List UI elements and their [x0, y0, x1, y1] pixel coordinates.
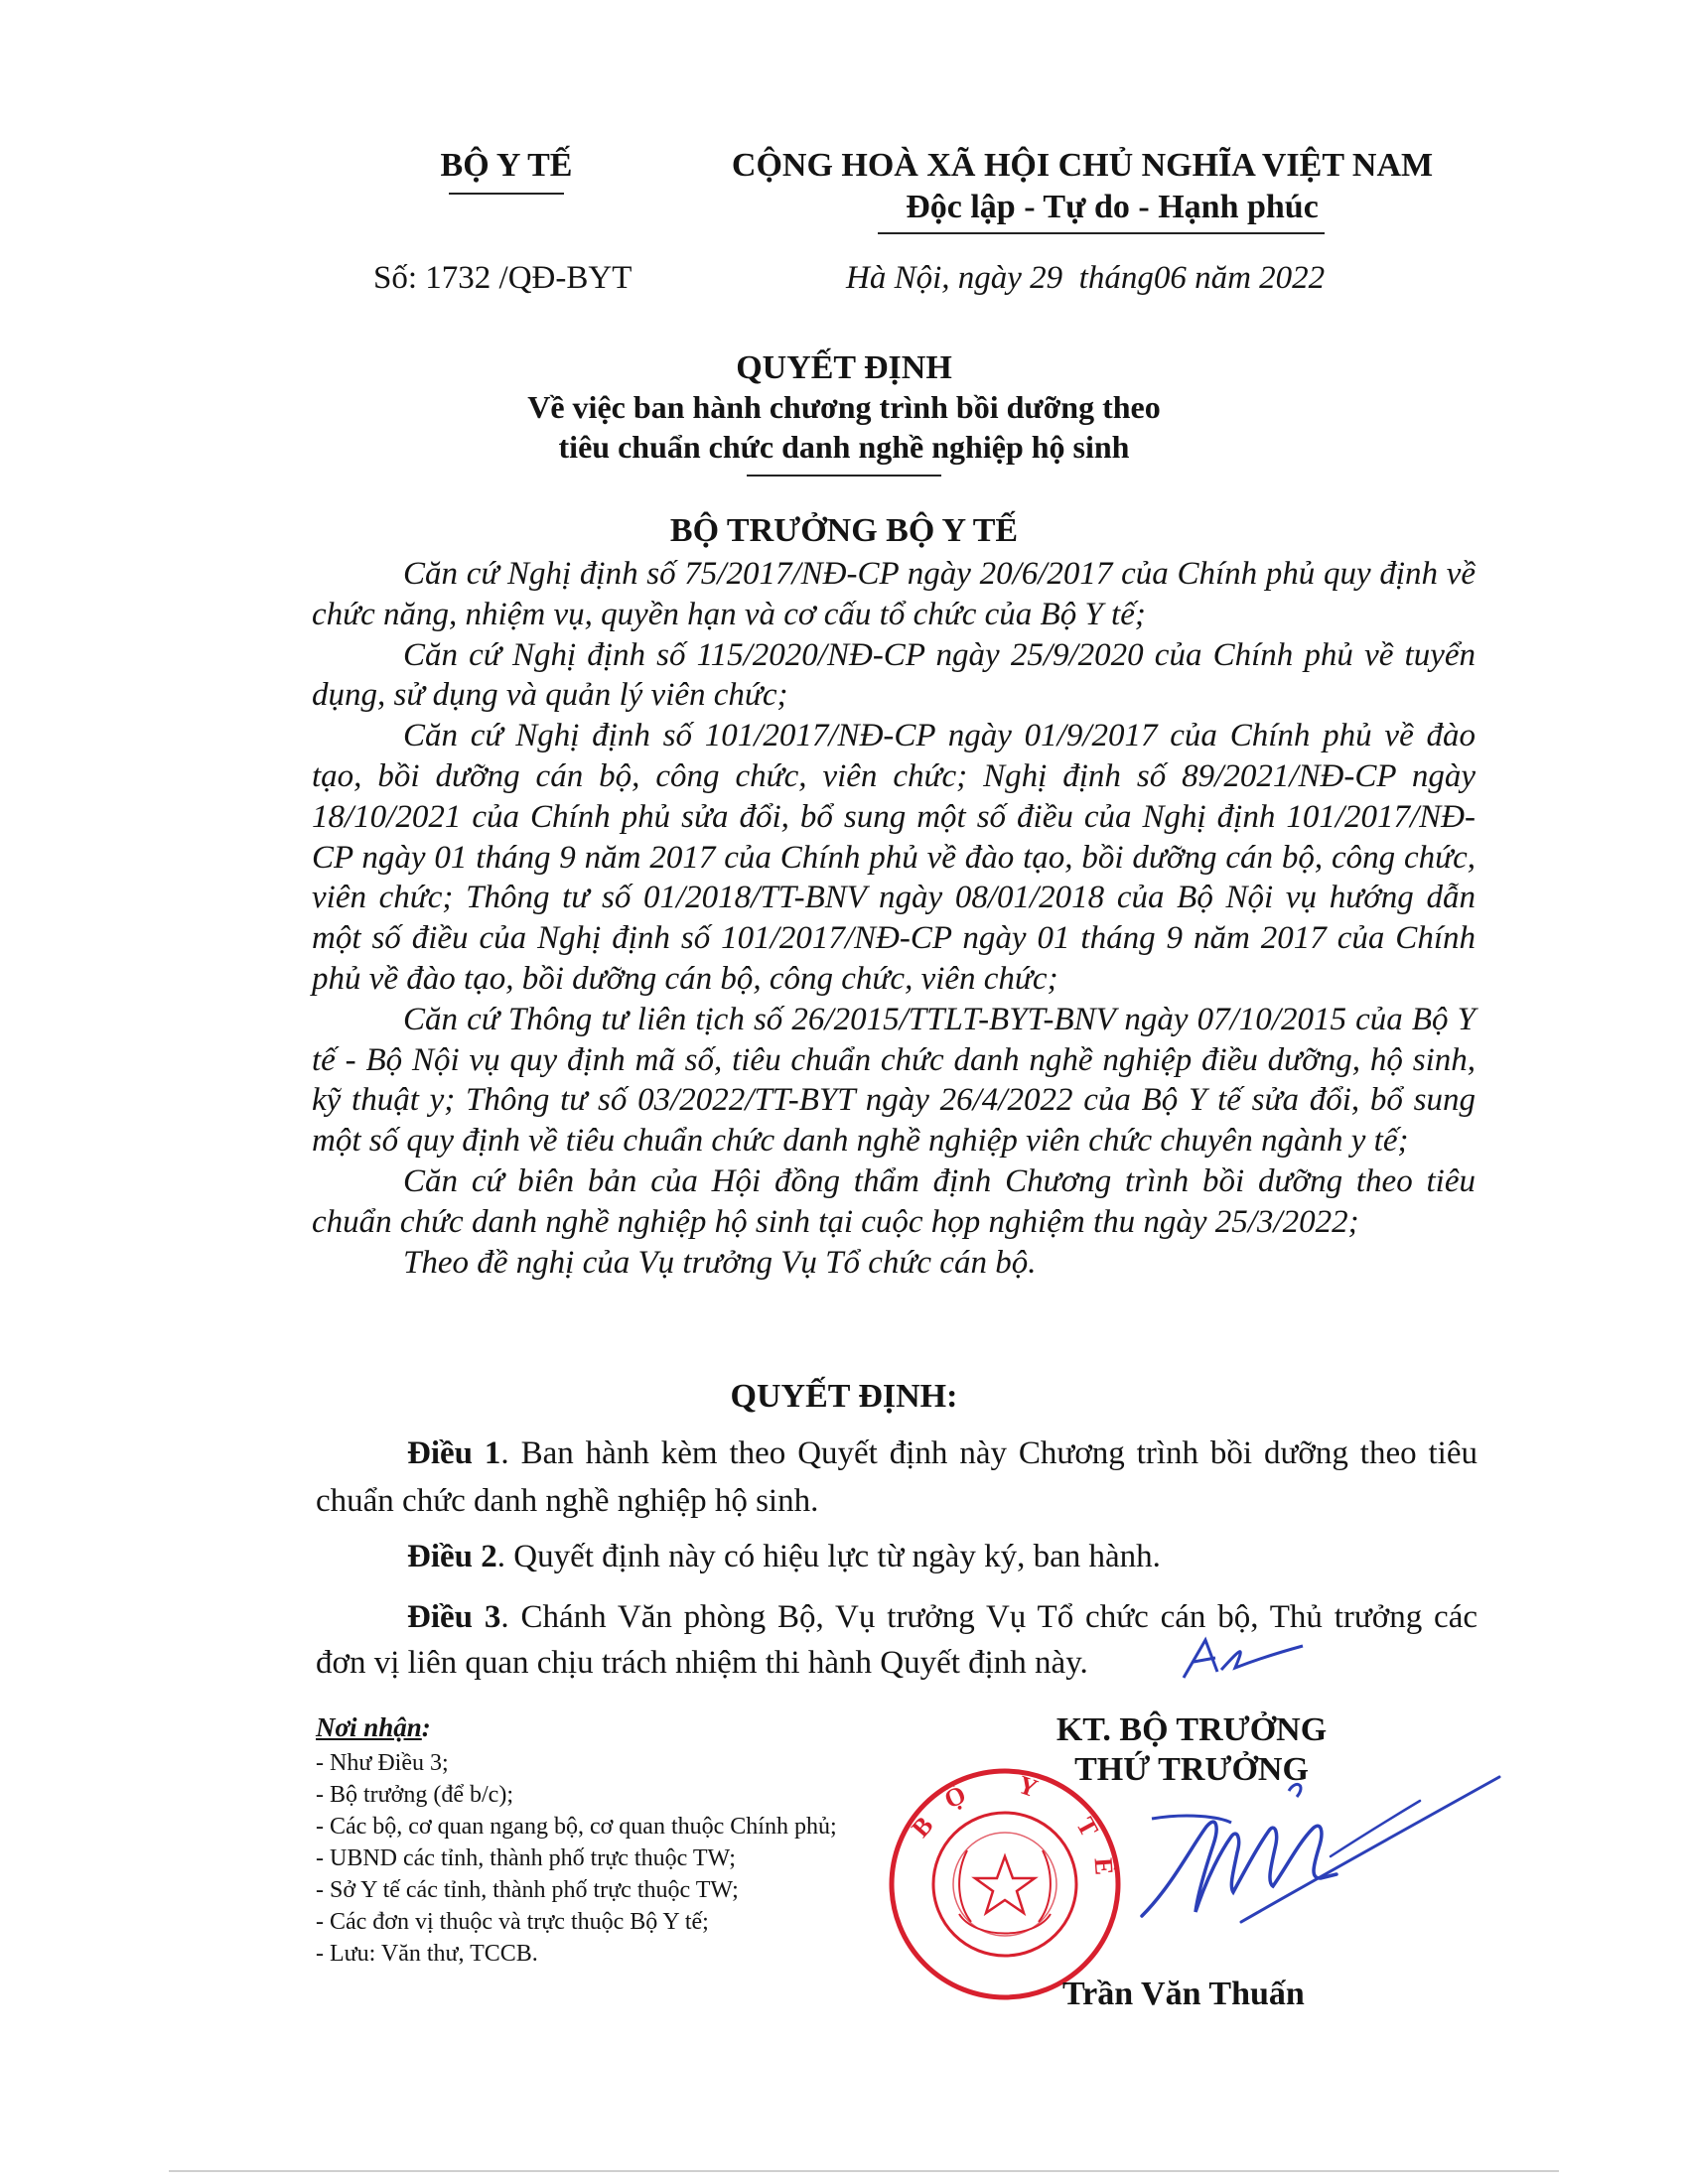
subject-line-2: tiêu chuẩn chức danh nghề nghiệp hộ sinh	[558, 429, 1130, 465]
recipients-heading-colon: :	[421, 1712, 431, 1742]
recipient-item: - Các đơn vị thuộc và trực thuộc Bộ Y tế;	[316, 1909, 709, 1935]
preamble-item: Theo đề nghị của Vụ trưởng Vụ Tổ chức cán bộ.	[403, 1244, 1037, 1281]
initials-mark	[1172, 1628, 1311, 1688]
signer-line-1: KT. BỘ TRƯỞNG	[1055, 1711, 1328, 1748]
preamble	[312, 554, 1476, 1283]
preamble-item: Căn cứ biên bản của Hội đồng thẩm định Chương trình bồi dưỡng theo tiêu chuẩn chức danh nghề nghiệp hộ sinh tại cuộc họp nghiệm thu ngày 25/3/2022;	[312, 1162, 1476, 1240]
preamble-item: Căn cứ Thông tư liên tịch số 26/2015/TTLT-BYT-BNV ngày 07/10/2015 của Bộ Y tế - Bộ Nội vụ quy định mã số, tiêu chuẩn chức danh nghề nghiệp điều dưỡng, hộ sinh, kỹ thuật y; Thông tư số 03/2022/TT-BYT ngày 26/4/2022 của Bộ Y tế sửa đổi, bổ sung một số quy định về tiêu chuẩn chức danh nghề nghiệp viên chức chuyên ngành y tế;	[312, 1001, 1476, 1160]
issuing-authority: BỘ TRƯỞNG BỘ Y TẾ	[669, 512, 1019, 549]
document-number	[373, 260, 632, 297]
number-suffix: /QĐ-BYT	[491, 260, 633, 296]
nation-name: CỘNG HOÀ XÃ HỘI CHỦ NGHĨA VIỆT NAM	[731, 147, 1434, 184]
recipients-heading-text: Nơi nhận	[316, 1712, 422, 1742]
issue-date	[846, 260, 1325, 297]
agency-underline	[449, 193, 564, 195]
title-underline	[747, 475, 941, 477]
recipient-item: - Sở Y tế các tỉnh, thành phố trực thuộc TW;	[316, 1877, 739, 1903]
signer-name: Trần Văn Thuấn	[1062, 1976, 1305, 2012]
seal-text: BỘ Y TẾ	[906, 1769, 1121, 1898]
agency-name: BỘ Y TẾ	[440, 147, 573, 184]
article-1-text: . Ban hành kèm theo Quyết định này Chương trình bồi dưỡng theo tiêu chuẩn chức danh nghề nghiệp hộ sinh.	[316, 1435, 1477, 1519]
recipient-item: - UBND các tỉnh, thành phố trực thuộc TW;	[316, 1845, 736, 1871]
article-3-label: Điều 3	[407, 1599, 501, 1635]
handwritten-signature	[993, 1727, 1529, 2005]
recipient-item: - Lưu: Văn thư, TCCB.	[316, 1941, 538, 1967]
article-2-label: Điều 2	[407, 1539, 497, 1574]
motto-underline	[878, 232, 1325, 234]
number-prefix: Số:	[373, 260, 426, 296]
article-1	[316, 1430, 1477, 1525]
number-value: 1732	[425, 260, 492, 296]
preamble-item: Căn cứ Nghị định số 115/2020/NĐ-CP ngày 25/9/2020 của Chính phủ về tuyển dụng, sử dụng và quản lý viên chức;	[312, 636, 1476, 714]
preamble-item: Căn cứ Nghị định số 75/2017/NĐ-CP ngày 20/6/2017 của Chính phủ quy định về chức năng, nhiệm vụ, quyền hạn và cơ cấu tổ chức của Bộ Y tế;	[312, 556, 1476, 632]
article-3-text: . Chánh Văn phòng Bộ, Vụ trưởng Vụ Tổ chức cán bộ, Thủ trưởng các đơn vị liên quan chịu trách nhiệm thi hành Quyết định này.	[316, 1599, 1477, 1681]
date-month: 06	[1153, 260, 1187, 296]
recipient-item: - Bộ trưởng (để b/c);	[316, 1782, 513, 1808]
recipients-block	[316, 1711, 852, 1970]
recipient-item: - Các bộ, cơ quan ngang bộ, cơ quan thuộc Chính phủ;	[316, 1814, 837, 1840]
signer-line-2: THỨ TRƯỞNG	[1074, 1751, 1309, 1788]
decision-heading: QUYẾT ĐỊNH:	[730, 1378, 958, 1415]
date-year-label: năm 2022	[1186, 260, 1326, 296]
article-1-label: Điều 1	[407, 1435, 501, 1471]
date-day: 29	[1030, 260, 1063, 296]
national-motto: Độc lập - Tự do - Hạnh phúc	[906, 189, 1319, 225]
preamble-item: Căn cứ Nghị định số 101/2017/NĐ-CP ngày 01/9/2017 của Chính phủ về đào tạo, bồi dưỡng cán bộ, công chức, viên chức; Nghị định số 89/2021/NĐ-CP ngày 18/10/2021 của Chính phủ sửa đổi, bổ sung một số điều của Nghị định 101/2017/NĐ-CP ngày 01 tháng 9 năm 2017 của Chính phủ về đào tạo, bồi dưỡng cán bộ, công chức, viên chức; Thông tư số 01/2018/TT-BNV ngày 08/01/2018 của Bộ Nội vụ hướng dẫn một số điều của Nghị định số 101/2017/NĐ-CP ngày 01 tháng 9 năm 2017 của Chính phủ về đào tạo, bồi dưỡng cán bộ, công chức, viên chức;	[312, 718, 1476, 997]
article-2-text: . Quyết định này có hiệu lực từ ngày ký, ban hành.	[496, 1539, 1161, 1574]
document-title: QUYẾT ĐỊNH	[736, 349, 952, 386]
date-month-label: tháng	[1062, 260, 1154, 296]
page-edge-line	[169, 2170, 1559, 2172]
date-place: Hà Nội, ngày	[846, 260, 1031, 296]
recipients-heading	[316, 1711, 852, 1743]
article-2	[316, 1533, 1477, 1580]
subject-line-1: Về việc ban hành chương trình bồi dưỡng theo	[527, 389, 1161, 425]
recipient-item: - Như Điều 3;	[316, 1750, 449, 1776]
